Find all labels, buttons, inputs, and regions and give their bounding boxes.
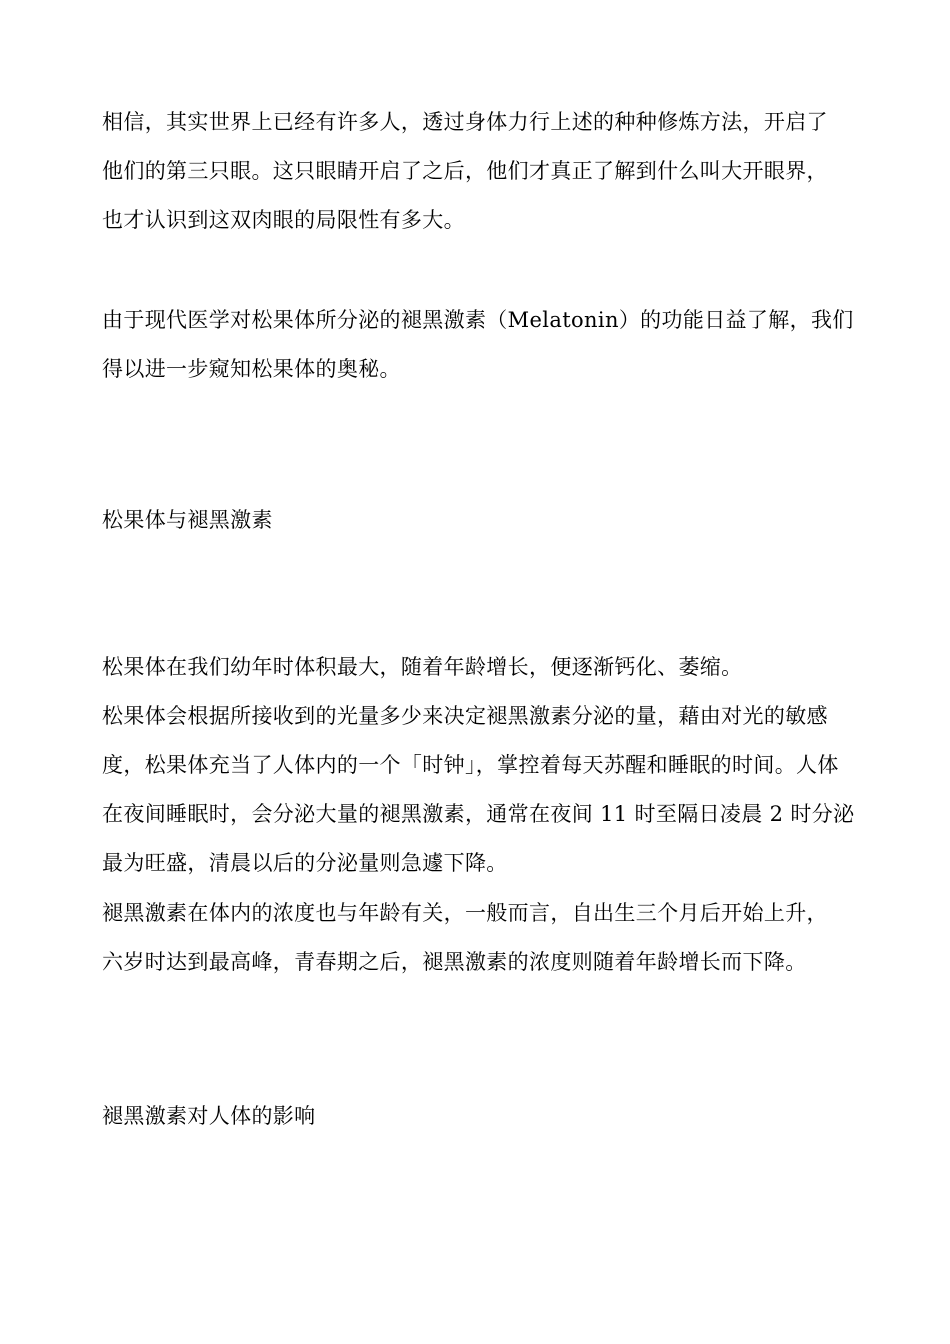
text-line: 也才认识到这双肉眼的局限性有多大。: [102, 208, 465, 232]
paragraph-pineal-clock: [102, 692, 872, 888]
paragraph-melatonin-intro: [102, 296, 872, 394]
text-line: 由于现代医学对松果体所分泌的褪黑激素（Melatonin）的功能日益了解，我们: [102, 308, 854, 332]
text-line: 褪黑激素在体内的浓度也与年龄有关，一般而言，自出生三个月后开始上升，: [102, 901, 828, 925]
paragraph-third-eye: [102, 98, 872, 245]
text-line: 六岁时达到最高峰，青春期之后，褪黑激素的浓度则随着年龄增长而下降。: [102, 950, 807, 974]
section-heading-pineal-melatonin: [102, 496, 872, 545]
section-heading: 松果体与褪黑激素: [102, 508, 273, 532]
section-heading-melatonin-effects: [102, 1092, 872, 1141]
text-line: 最为旺盛，清晨以后的分泌量则急遽下降。: [102, 851, 508, 875]
text-line: 相信，其实世界上已经有许多人，透过身体力行上述的种种修炼方法，开启了: [102, 110, 828, 134]
text-line: 在夜间睡眠时，会分泌大量的褪黑激素，通常在夜间 11 时至隔日凌晨 2 时分泌: [102, 802, 855, 826]
paragraph-pineal-size: [102, 643, 872, 692]
text-line: 松果体在我们幼年时体积最大，随着年龄增长，便逐渐钙化、萎缩。: [102, 655, 743, 679]
text-line: 度，松果体充当了人体内的一个「时钟」，掌控着每天苏醒和睡眠的时间。人体: [102, 753, 839, 777]
paragraph-melatonin-age: [102, 889, 872, 987]
text-line: 得以进一步窥知松果体的奥秘。: [102, 357, 401, 381]
section-heading: 褪黑激素对人体的影响: [102, 1104, 316, 1128]
text-line: 松果体会根据所接收到的光量多少来决定褪黑激素分泌的量，藉由对光的敏感: [102, 704, 828, 728]
text-line: 他们的第三只眼。这只眼睛开启了之后，他们才真正了解到什么叫大开眼界，: [102, 159, 828, 183]
